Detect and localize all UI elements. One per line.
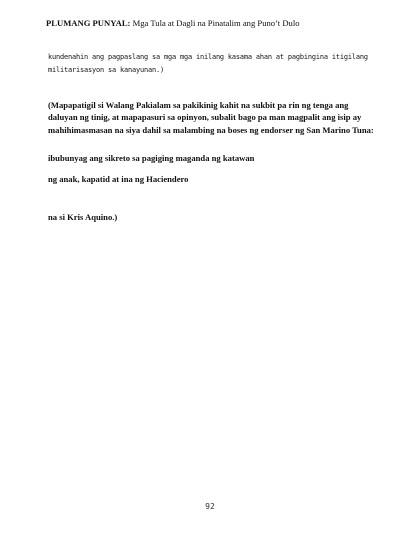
body-paragraph-stage-direction: (Mapapatigil si Walang Pakialam sa pakikinig kahit na sukbit pa rin ng tenga ang daluyan ng tinig, at mapapasuri sa opinyon, subalit bago pa man magpalit ang isip ay mahihimasmasan na siya dahil sa malambing na boses ng endorser ng San Marino Tuna: <box>48 100 374 135</box>
body-paragraph-line: ng anak, kapatid at ina ng Haciendero <box>48 174 189 184</box>
typewriter-line: kundenahin ang pagpaslang sa mga mga inilang kasama ahan at pagbingina itigilang <box>48 53 368 61</box>
body-paragraph-line: na si Kris Aquino.) <box>48 212 118 222</box>
page-number: 92 <box>205 502 215 511</box>
body-paragraph-line: ibubunyag ang sikreto sa pagiging maganda ng katawan <box>48 153 255 163</box>
running-header <box>46 18 300 28</box>
typewriter-line: militarisasyon sa kanayunan.) <box>48 66 164 74</box>
typewriter-text-block <box>48 51 368 77</box>
header-subtitle: Mga Tula at Dagli na Pinatalim ang Puno’t Dulo <box>132 18 300 28</box>
header-series-title: PLUMANG PUNYAL: <box>46 18 131 28</box>
